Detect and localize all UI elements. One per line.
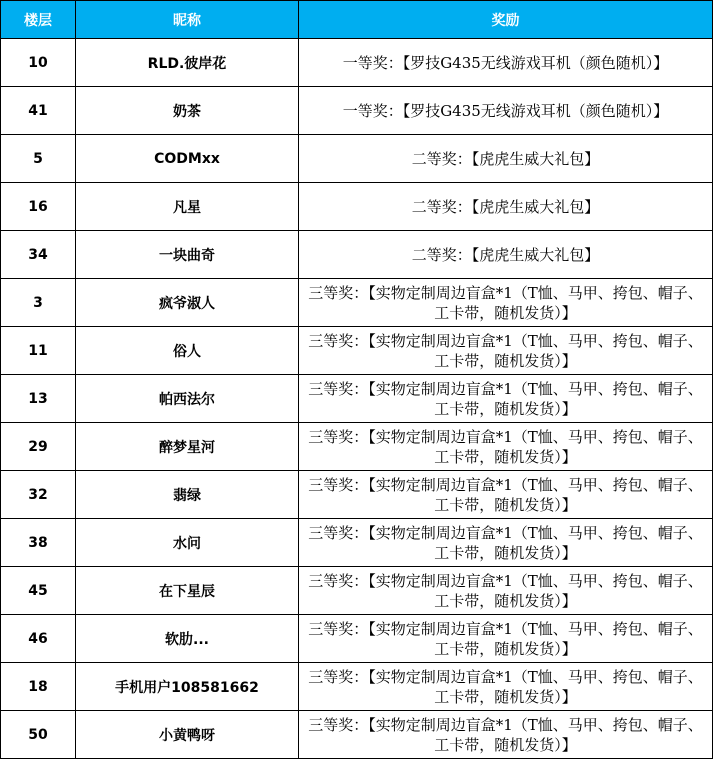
- nickname-cell: 水问: [76, 519, 299, 567]
- floor-cell: 3: [1, 279, 76, 327]
- nickname-cell: 凡星: [76, 183, 299, 231]
- floor-cell: 13: [1, 375, 76, 423]
- table-row: [1, 135, 713, 183]
- prize-cell: 三等奖：【实物定制周边盲盒*1（T恤、马甲、挎包、帽子、工卡带，随机发货）】: [299, 423, 713, 471]
- table-row: [1, 519, 713, 567]
- nickname-cell: CODMxx: [76, 135, 299, 183]
- floor-cell: 32: [1, 471, 76, 519]
- prize-cell: 三等奖：【实物定制周边盲盒*1（T恤、马甲、挎包、帽子、工卡带，随机发货）】: [299, 567, 713, 615]
- table-row: [1, 711, 713, 759]
- nickname-cell: 俗人: [76, 327, 299, 375]
- table-body: [1, 39, 713, 759]
- floor-cell: 29: [1, 423, 76, 471]
- floor-cell: 5: [1, 135, 76, 183]
- prize-cell: 三等奖：【实物定制周边盲盒*1（T恤、马甲、挎包、帽子、工卡带，随机发货）】: [299, 279, 713, 327]
- floor-cell: 46: [1, 615, 76, 663]
- nickname-cell: 疯爷淑人: [76, 279, 299, 327]
- nickname-cell: 一块曲奇: [76, 231, 299, 279]
- table-row: [1, 663, 713, 711]
- floor-cell: 11: [1, 327, 76, 375]
- prize-cell: 三等奖：【实物定制周边盲盒*1（T恤、马甲、挎包、帽子、工卡带，随机发货）】: [299, 327, 713, 375]
- table-row: [1, 471, 713, 519]
- table-row: [1, 87, 713, 135]
- floor-cell: 16: [1, 183, 76, 231]
- nickname-cell: 小黄鸭呀: [76, 711, 299, 759]
- floor-cell: 50: [1, 711, 76, 759]
- table-row: [1, 567, 713, 615]
- floor-cell: 45: [1, 567, 76, 615]
- prize-cell: 三等奖：【实物定制周边盲盒*1（T恤、马甲、挎包、帽子、工卡带，随机发货）】: [299, 375, 713, 423]
- header-floor: 楼层: [1, 1, 76, 39]
- prize-cell: 二等奖：【虎虎生威大礼包】: [299, 135, 713, 183]
- floor-cell: 10: [1, 39, 76, 87]
- table-row: [1, 183, 713, 231]
- nickname-cell: 软肋...: [76, 615, 299, 663]
- prize-cell: 三等奖：【实物定制周边盲盒*1（T恤、马甲、挎包、帽子、工卡带，随机发货）】: [299, 663, 713, 711]
- table-row: [1, 231, 713, 279]
- nickname-cell: 帕西法尔: [76, 375, 299, 423]
- table-row: [1, 375, 713, 423]
- prize-cell: 二等奖：【虎虎生威大礼包】: [299, 183, 713, 231]
- nickname-cell: 奶茶: [76, 87, 299, 135]
- floor-cell: 18: [1, 663, 76, 711]
- prize-cell: 三等奖：【实物定制周边盲盒*1（T恤、马甲、挎包、帽子、工卡带，随机发货）】: [299, 615, 713, 663]
- prize-cell: 二等奖：【虎虎生威大礼包】: [299, 231, 713, 279]
- nickname-cell: 翡绿: [76, 471, 299, 519]
- table-row: [1, 279, 713, 327]
- table-row: [1, 615, 713, 663]
- floor-cell: 41: [1, 87, 76, 135]
- floor-cell: 38: [1, 519, 76, 567]
- prize-cell: 三等奖：【实物定制周边盲盒*1（T恤、马甲、挎包、帽子、工卡带，随机发货）】: [299, 471, 713, 519]
- table-row: [1, 327, 713, 375]
- header-nickname: 昵称: [76, 1, 299, 39]
- nickname-cell: RLD.彼岸花: [76, 39, 299, 87]
- prize-cell: 三等奖：【实物定制周边盲盒*1（T恤、马甲、挎包、帽子、工卡带，随机发货）】: [299, 711, 713, 759]
- prize-cell: 一等奖：【罗技G435无线游戏耳机（颜色随机）】: [299, 87, 713, 135]
- nickname-cell: 醉梦星河: [76, 423, 299, 471]
- nickname-cell: 在下星辰: [76, 567, 299, 615]
- prize-cell: 三等奖：【实物定制周边盲盒*1（T恤、马甲、挎包、帽子、工卡带，随机发货）】: [299, 519, 713, 567]
- floor-cell: 34: [1, 231, 76, 279]
- table-row: [1, 39, 713, 87]
- nickname-cell: 手机用户108581662: [76, 663, 299, 711]
- table-header-row: [1, 1, 713, 39]
- prize-cell: 一等奖：【罗技G435无线游戏耳机（颜色随机）】: [299, 39, 713, 87]
- table-row: [1, 423, 713, 471]
- header-prize: 奖励: [299, 1, 713, 39]
